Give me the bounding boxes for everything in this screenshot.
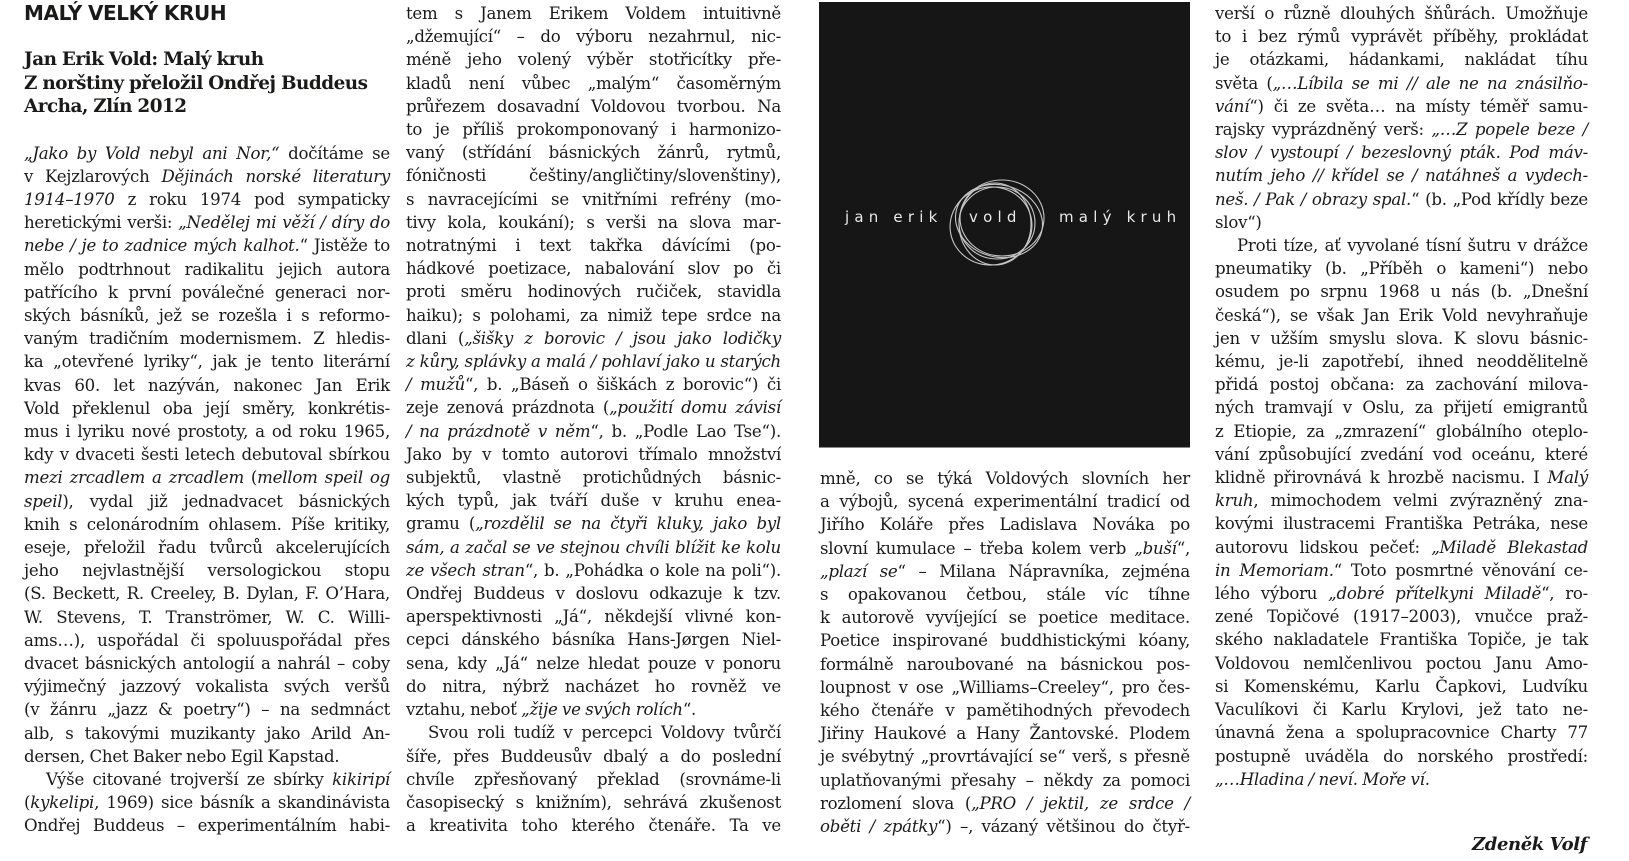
- text-line: [1215, 489, 1588, 512]
- text-run: “, ro-: [1541, 584, 1589, 604]
- text-run: a výbojů, sycená experimentální tradicí od: [820, 492, 1190, 512]
- text-line: [24, 536, 390, 559]
- italic-quote: nutím jeho // křídel se / natáhneš a vydech-: [1215, 166, 1588, 186]
- text-line: [1215, 582, 1588, 605]
- text-run: z Etiopie, za „zmrazení“ globálního oteplo-: [1215, 421, 1588, 441]
- text-line: [1215, 466, 1588, 489]
- italic-quote: kykelipi: [30, 793, 95, 813]
- italic-quote: kikiripí: [332, 769, 390, 789]
- italic-quote: „…Líbila se mi // ale ne na znásilňo-: [1272, 73, 1588, 93]
- text-line: [1215, 257, 1588, 280]
- italic-quote: „Jako by Vold nebyl ani Nor,“: [24, 143, 280, 163]
- text-run: únavná žena a spolupracovnice Charty 77: [1215, 723, 1588, 743]
- text-line: [1215, 675, 1588, 698]
- text-line: [1215, 443, 1588, 466]
- italic-quote: kruh: [1215, 491, 1254, 511]
- text-run: fóničnosti češtiny/angličtiny/slovenštiny),: [406, 166, 781, 186]
- text-line: [406, 559, 781, 582]
- text-line: [1215, 95, 1588, 118]
- text-run: tivy kola, koukání); s verši na slova mar-: [406, 212, 781, 232]
- text-run: Vaculíkovi či Karlu Krylovi, jež tato ne-: [1215, 700, 1588, 720]
- text-line: [1215, 234, 1588, 257]
- italic-quote: „Nedělej mi věží / díry do: [178, 213, 390, 233]
- article-kicker: MALÝ VELKÝ KRUH: [24, 1, 227, 25]
- text-line: [24, 420, 390, 443]
- text-run: ských básníků, jež se rozešla i s reformo-: [24, 305, 390, 325]
- text-run: Ondřej Buddeus v doslovu odkazuje k tzv.: [406, 584, 781, 604]
- logo-circle: [944, 180, 1038, 271]
- text-run: rozlomení slova (: [820, 793, 972, 813]
- italic-quote: nebe / je to zadnice mých kalhot.: [24, 236, 300, 256]
- text-run: loupnost v ose „Williams–Creeley“, pro čes-: [820, 677, 1190, 697]
- text-run: dočítáme se: [279, 143, 390, 163]
- text-run: alb, s takovými muzikanty jako Arild An-: [24, 723, 390, 743]
- italic-quote: slov / vystoupí / bezeslovný pták. Pod máv-: [1215, 143, 1588, 163]
- text-run: chvíle zpřesňovaný překlad (srovnáme-li: [406, 769, 781, 789]
- text-line: [406, 373, 781, 396]
- text-run: patřícího k první poválečné generaci nor-: [24, 282, 390, 302]
- text-line: [406, 95, 781, 118]
- text-line: [24, 490, 390, 513]
- text-line: [1215, 118, 1588, 141]
- italic-quote: Dějinách norské literatury: [161, 166, 390, 186]
- column-body: [24, 142, 390, 838]
- text-line: [24, 165, 390, 188]
- text-line: [820, 653, 1190, 676]
- text-line: [1215, 536, 1588, 559]
- text-line: [820, 513, 1190, 536]
- text-line: [820, 490, 1190, 513]
- book-translator-line: Z norštiny přeložil Ondřej Buddeus: [24, 72, 368, 94]
- text-run: sena, kdy „Já“ nelze hledat pouze v ponoru: [406, 653, 781, 673]
- text-run: to i bez rýmů vyprávět příběhy, prokládat: [1215, 27, 1588, 47]
- column-body: [1215, 2, 1588, 791]
- text-line: [406, 280, 781, 303]
- text-run: “) či ze světa… na místy téměř samu-: [1249, 96, 1588, 116]
- italic-quote: / mužů: [406, 375, 465, 395]
- text-run: světa (: [1215, 73, 1273, 93]
- text-run: Svou roli tudíž v percepci Voldovy tvůrčí: [428, 723, 781, 743]
- text-run: formálně naroubované na básnickou pos-: [820, 654, 1190, 674]
- text-run: česká“), se však Jan Erik Vold nevyhraňuje: [1215, 305, 1588, 325]
- text-run: subjektů, vlastně protichůdných básnic-: [406, 468, 781, 488]
- text-run: cepci dánského básníka Hans-Jørgen Niel-: [406, 630, 781, 650]
- italic-quote: „použití domu závisí: [609, 398, 781, 418]
- text-run: proti směru hodinových ručiček, stavidla: [406, 282, 781, 302]
- text-line: [1215, 188, 1588, 211]
- text-run: (v žánru „jazz & poetry“) – na sedmnáct: [24, 700, 390, 720]
- text-line: [24, 582, 390, 605]
- text-run: postupně uváděla do norského prostředí:: [1215, 746, 1588, 766]
- text-run: je svébytný „provrtávající se“ verš, s přesně: [820, 747, 1190, 767]
- text-line: [406, 489, 781, 512]
- italic-quote: vání: [1215, 96, 1250, 116]
- text-line: [24, 443, 390, 466]
- text-line: [406, 768, 781, 791]
- text-run: kovými ilustracemi Františka Petráka, nese: [1215, 514, 1588, 534]
- text-run: Jako by v tomto autorovi třímalo množství: [406, 444, 781, 464]
- text-run: “, b. „Pohádka o kole na poli“).: [524, 560, 782, 580]
- italic-quote: sám, a začal se ve stejnou chvíli blížit ke kolu: [406, 537, 781, 557]
- text-line: [406, 466, 781, 489]
- text-line: [24, 258, 390, 281]
- text-run: “ Jistěže to: [299, 236, 390, 256]
- article-column-1: [24, 0, 390, 838]
- text-run: Jiřího Koláře přes Ladislava Nováka po: [820, 515, 1190, 535]
- text-run: , mimochodem velmi zvýrazněný zna-: [1253, 491, 1588, 511]
- text-line: [406, 234, 781, 257]
- text-run: (: [24, 793, 31, 813]
- text-run: jen v užším smyslu slova. K slovu básnic-: [1215, 328, 1588, 348]
- text-line: [1215, 420, 1588, 443]
- text-line: [406, 396, 781, 419]
- text-run: z roku 1974 pod sympaticky: [114, 189, 390, 209]
- cover-author-first-name: jan erik: [845, 208, 943, 226]
- text-line: [1215, 72, 1588, 95]
- text-line: [406, 443, 781, 466]
- text-run: “, b. „Podle Lao Tse“).: [590, 421, 781, 441]
- text-line: [24, 327, 390, 350]
- text-line: [406, 164, 781, 187]
- text-run: hádkové poetizace, nabalování slov po či: [406, 259, 781, 279]
- text-line: [1215, 698, 1588, 721]
- text-line: [1215, 304, 1588, 327]
- text-line: [406, 211, 781, 234]
- text-run: heretickými verši:: [24, 213, 179, 233]
- text-run: „džemující“ – do výboru nezahrnul, nic-: [406, 27, 781, 47]
- text-line: [24, 513, 390, 536]
- text-run: v Kejzlarových: [24, 166, 162, 186]
- text-run: k autorově vyvíjející se poetice meditace.: [820, 608, 1190, 628]
- text-run: “) –, vázaný většinou do čtyř-: [937, 817, 1190, 837]
- text-line: [24, 698, 390, 721]
- text-line: [820, 745, 1190, 768]
- italic-quote: „Miladě Blekastad: [1431, 537, 1588, 557]
- text-run: aperspektivnosti „Já“, někdejší vlivné kon-: [406, 607, 781, 627]
- text-run: si Komenskému, Karlu Čapkovi, Ludvíku: [1215, 676, 1588, 696]
- text-line: [24, 234, 390, 257]
- text-run: ), vydal již jednadvacet básnických: [62, 491, 390, 511]
- book-info: [24, 48, 390, 119]
- text-run: do nitra, nýbrž nacházet ho rovněž ve: [406, 676, 781, 696]
- text-line: [820, 606, 1190, 629]
- text-line: [406, 72, 781, 95]
- text-line: [24, 722, 390, 745]
- text-run: vaným tradičním modernismem. Z hledis-: [24, 329, 390, 349]
- text-run: autorovu lidskou pečeť:: [1215, 537, 1432, 557]
- text-run: průřezem dosavadní Voldovou tvorbou. Na: [406, 96, 781, 116]
- text-line: [820, 792, 1190, 815]
- text-run: výjimečný jazzový vokalista svých veršů: [24, 677, 390, 697]
- text-line: [1215, 48, 1588, 71]
- text-run: Proti tíze, ať vyvolané tísní šutru v drážce: [1237, 236, 1588, 256]
- text-line: [1215, 280, 1588, 303]
- text-run: mně, co se týká Voldových slovních her: [820, 469, 1190, 488]
- text-line: [406, 257, 781, 280]
- text-line: [1215, 512, 1588, 535]
- italic-quote: „PRO / jektil, ze srdce /: [971, 793, 1190, 813]
- text-run: kého čtenáře v pamětihodných převodech: [820, 701, 1190, 721]
- text-line: [406, 814, 781, 837]
- italic-quote: z kůry, splávky a malá / pohlaví jako u starých: [406, 352, 781, 372]
- text-run: Jiřiny Haukové a Hany Žantovské. Plodem: [820, 724, 1190, 744]
- text-run: slovní kumulace – třeba kolem verb: [820, 538, 1135, 558]
- text-line: [406, 327, 781, 350]
- text-run: kladů není vůbec „malým“ časoměrným: [406, 73, 781, 93]
- text-line: [406, 536, 781, 559]
- text-line: [406, 652, 781, 675]
- text-run: kdy v dvaceti šesti letech debutoval sbírkou: [24, 445, 390, 465]
- text-run: verší o různě dlouhých šňůrách. Umožňuje: [1215, 4, 1588, 23]
- text-line: [1215, 25, 1588, 48]
- text-line: [24, 606, 390, 629]
- text-run: vaný (střídání básnických žánrů, rytmů,: [406, 143, 781, 163]
- text-run: Voldovou nemlčenlivou poctou Janu Amo-: [1215, 653, 1588, 673]
- text-line: [24, 675, 390, 698]
- text-run: Poetice inspirované buddhistickými kóany,: [820, 631, 1190, 651]
- text-line: [24, 745, 390, 768]
- text-line: [1215, 745, 1588, 768]
- text-run: jeho nejvlastnější versologickou stopu: [24, 561, 390, 581]
- text-line: [1215, 628, 1588, 651]
- text-run: “ – Milana Nápravníka, zejména: [897, 561, 1190, 581]
- italic-quote: „rozdělil se na čtyři kluky, jako byl: [475, 514, 781, 534]
- text-line: [1215, 652, 1588, 675]
- text-line: [820, 815, 1190, 838]
- text-line: [820, 560, 1190, 583]
- author-signature: Zdeněk Volf: [1472, 834, 1587, 855]
- text-line: [406, 141, 781, 164]
- italic-quote: Malý: [1547, 468, 1588, 488]
- column-body: [820, 467, 1190, 838]
- text-line: [24, 142, 390, 165]
- text-run: gramu (: [406, 514, 476, 534]
- text-run: dersen, Chet Baker nebo Egil Kapstad.: [24, 746, 340, 766]
- text-line: [24, 768, 390, 791]
- text-line: [820, 537, 1190, 560]
- italic-quote: oběti / zpátky: [820, 817, 938, 837]
- text-run: to je příliš prokomponovaný i harmonizo-: [406, 120, 781, 140]
- text-run: tem s Janem Erikem Voldem intuitivně: [406, 4, 781, 23]
- book-publisher-line: Archa, Zlín 2012: [24, 96, 187, 117]
- text-run: ných tramvají v Oslu, za přijetí emigrantů: [1215, 398, 1588, 418]
- text-run: pneumatiky (b. „Příběh o kameni“) nebo: [1215, 259, 1588, 279]
- text-run: s navracejícími se vnitřními refrény (mo-: [406, 189, 781, 209]
- article-column-3: [820, 467, 1190, 838]
- book-title-line: Jan Erik Vold: Malý kruh: [24, 49, 264, 70]
- text-line: [1215, 2, 1588, 25]
- italic-quote: speil: [24, 491, 63, 511]
- text-run: (S. Beckett, R. Creeley, B. Dylan, F. O’Hara,: [24, 584, 390, 604]
- text-run: méně jeho volený výběr stotřicítky pře-: [406, 50, 781, 70]
- text-run: časopisecký s knižním), sehrává zkušenost: [406, 792, 781, 812]
- text-line: [406, 791, 781, 814]
- text-line: [24, 466, 390, 489]
- text-line: [820, 676, 1190, 699]
- text-line: [1215, 768, 1588, 791]
- text-line: [406, 350, 781, 373]
- text-run: a kreativita toho kterého čtenáře. Ta ve: [406, 816, 781, 836]
- text-line: [1215, 164, 1588, 187]
- italic-quote: mezi zrcadlem a zrcadlem: [24, 468, 244, 488]
- text-run: přidá postoj občana: za zachování milova-: [1215, 375, 1588, 395]
- italic-quote: neš. / Pak / obrazy spal.: [1215, 189, 1412, 209]
- text-line: [24, 559, 390, 582]
- text-line: [406, 745, 781, 768]
- text-line: [820, 722, 1190, 745]
- text-line: [820, 699, 1190, 722]
- text-line: [24, 211, 390, 234]
- text-line: [406, 118, 781, 141]
- text-run: dvacet básnických antologií a nahrál – coby: [24, 653, 390, 673]
- text-run: dlani (: [406, 328, 465, 348]
- text-line: [406, 605, 781, 628]
- text-line: [24, 814, 390, 837]
- text-run: uplatňovanými přesahy – někdy za pomoci: [820, 770, 1190, 790]
- text-run: “ (b. „Pod křídly beze: [1411, 189, 1589, 209]
- text-line: [24, 397, 390, 420]
- text-line: [24, 281, 390, 304]
- book-cover-image: [819, 2, 1190, 447]
- text-line: [820, 629, 1190, 652]
- italic-quote: 1914–1970: [24, 189, 115, 209]
- text-line: [406, 512, 781, 535]
- text-run: “,: [1176, 538, 1190, 558]
- text-run: kvas 60. let nazýván, nakonec Jan Erik: [24, 375, 390, 395]
- text-run: mus i lyriku nové prostoty, a od roku 1965,: [24, 421, 390, 441]
- text-run: haiku); s polohami, za nimiž tepe srdce na: [406, 305, 781, 325]
- text-run: (: [243, 468, 258, 488]
- text-line: [820, 583, 1190, 606]
- text-line: [1215, 141, 1588, 164]
- text-run: knih s celonárodním ohlasem. Píše kritiky,: [24, 514, 390, 534]
- text-line: [406, 698, 781, 721]
- italic-quote: „šišky z borovic / jsou jako lodičky: [464, 328, 781, 348]
- text-run: zené Topičové (1917–2003), vnučce praž-: [1215, 607, 1588, 627]
- text-line: [24, 350, 390, 373]
- text-run: osudem po srpnu 1968 u nás (b. „Dnešní: [1215, 282, 1588, 302]
- text-run: , 1969) sice básník a skandinávista: [94, 793, 390, 813]
- text-line: [406, 675, 781, 698]
- italic-quote: in Memoriam.: [1215, 560, 1334, 580]
- text-line: [24, 629, 390, 652]
- text-line: [24, 188, 390, 211]
- italic-quote: „žije ve svých rolích: [521, 700, 683, 720]
- text-line: [406, 304, 781, 327]
- text-line: [1215, 350, 1588, 373]
- text-run: mělo podtrhnout radikalitu jejich autora: [24, 259, 390, 279]
- text-run: rajsky vyprázdněný verš:: [1215, 120, 1432, 140]
- text-run: ams…), uspořádal či spoluuspořádal přes: [24, 630, 390, 650]
- text-run: “, b. „Báseň o šiškách z borovic“) či: [464, 375, 782, 395]
- italic-quote: „…Hladina / neví. Moře ví.: [1215, 769, 1430, 789]
- cover-book-title: malý kruh: [1059, 208, 1182, 226]
- text-line: [1215, 373, 1588, 396]
- text-line: [24, 304, 390, 327]
- text-run: slov“): [1215, 212, 1262, 232]
- article-column-4: [1215, 2, 1588, 791]
- text-run: Výše citované trojverší ze sbírky: [46, 769, 333, 789]
- text-run: W. Stevens, T. Tranströmer, W. C. Willi-: [24, 607, 390, 627]
- text-line: [1215, 211, 1588, 234]
- text-line: [1215, 327, 1588, 350]
- text-line: [1215, 605, 1588, 628]
- italic-quote: „dobré přítelkyni Miladě: [1328, 584, 1542, 604]
- text-run: eseje, přeložil řadu tvůrců akcelerujících: [24, 537, 390, 557]
- text-run: “ Toto posmrtné věnování ce-: [1333, 560, 1588, 580]
- text-line: [1215, 396, 1588, 419]
- text-run: kých typů, jak tváří duše v kruhu enea-: [406, 491, 781, 511]
- text-line: [1215, 721, 1588, 744]
- text-run: Vold překlenul oba její směry, konkrétis-: [24, 398, 390, 418]
- text-run: šíře, přes Buddeusův dbalý a do poslední: [406, 746, 781, 766]
- italic-quote: „plazí se: [820, 561, 898, 581]
- article-column-2: [406, 2, 781, 837]
- text-run: ka „otevřené lyriky“, jak je tento literární: [24, 352, 390, 372]
- italic-quote: ze všech stran: [406, 560, 525, 580]
- text-run: vztahu, neboť: [406, 700, 522, 720]
- text-run: lého výboru: [1215, 584, 1329, 604]
- text-line: [24, 652, 390, 675]
- text-line: [820, 467, 1190, 490]
- text-line: [406, 25, 781, 48]
- text-run: je otázkami, hádankami, nakládat tíhu: [1215, 50, 1588, 70]
- italic-quote: / na prázdnotě v něm: [406, 421, 591, 441]
- text-line: [406, 188, 781, 211]
- italic-quote: „…Z popele beze /: [1431, 120, 1588, 140]
- italic-quote: „buší: [1134, 538, 1177, 558]
- text-run: notratnými i text takřka dávícími (po-: [406, 236, 781, 256]
- text-run: ského nakladatele Františka Topiče, je tak: [1215, 630, 1588, 650]
- text-line: [406, 628, 781, 651]
- text-line: [24, 374, 390, 397]
- text-run: kému, je-li zapotřebí, ihned neoddělitelně: [1215, 352, 1588, 372]
- text-run: klidně přirovnává k hrozbě nacismu. I: [1215, 468, 1548, 488]
- text-run: zeje zenová prázdnota (: [406, 398, 610, 418]
- text-line: [406, 582, 781, 605]
- column-body: [406, 2, 781, 837]
- text-run: Ondřej Buddeus – experimentálním habi-: [24, 816, 390, 836]
- text-line: [1215, 559, 1588, 582]
- italic-quote: mellom speil og: [257, 468, 390, 488]
- text-run: s opakovanou četbou, stále víc tíhne: [820, 585, 1190, 605]
- text-line: [406, 420, 781, 443]
- text-line: [406, 48, 781, 71]
- text-run: vání způsobující zvedání vod oceánu, které: [1215, 444, 1588, 464]
- text-line: [820, 769, 1190, 792]
- text-line: [24, 791, 390, 814]
- text-line: [406, 721, 781, 744]
- text-line: [406, 2, 781, 25]
- text-run: “.: [682, 700, 697, 720]
- cover-author-last-name: vold: [969, 208, 1022, 226]
